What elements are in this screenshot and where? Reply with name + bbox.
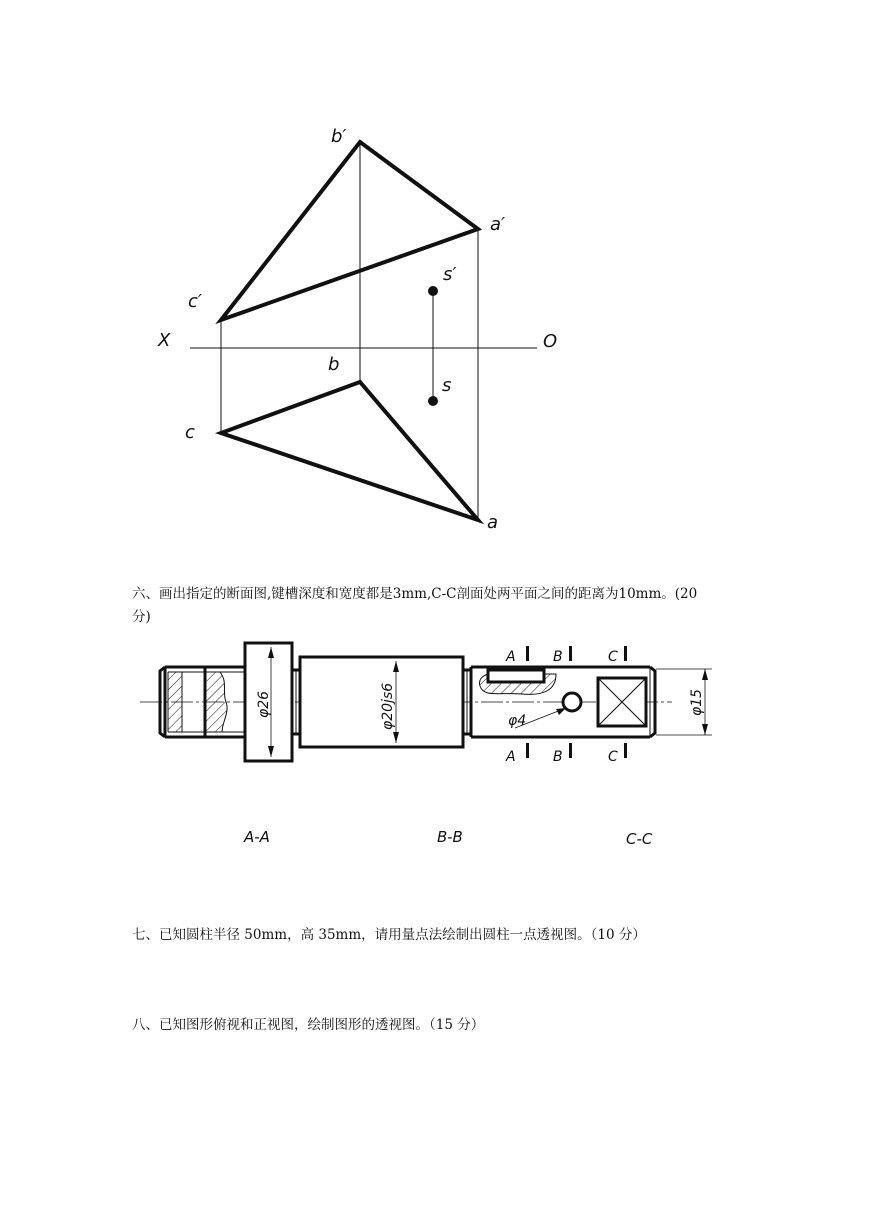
cut-marker-a-top [526,646,529,661]
cut-marker-c-bottom [624,743,627,758]
label-s: s [442,375,452,396]
label-s-prime: s′ [443,264,457,285]
question-eight: 八、已知图形俯视和正视图，绘制图形的透视图。（15 分） [132,1017,485,1033]
point-s-prime [428,286,438,296]
label-c-bottom: C [608,749,618,765]
shaft-diagram [0,630,869,870]
dim-phi26: φ26 [256,690,272,718]
point-s [428,396,438,406]
label-a-prime: a′ [490,214,506,235]
cut-marker-a-bottom [526,743,529,758]
label-x-axis: X [158,330,171,351]
label-a-bottom: A [506,749,516,765]
label-b: b [328,354,340,375]
dim-phi20js6: φ20js6 [380,682,396,730]
cut-marker-b-top [569,646,572,661]
label-a: a [487,512,499,533]
section-title-aa: A-A [244,828,270,846]
top-view-triangle [221,382,478,520]
label-b-prime: b′ [331,126,347,147]
keyway [488,670,544,682]
label-c-prime: c′ [188,291,202,312]
projection-diagram [0,0,869,560]
question-six-line1: 六、画出指定的断面图,键槽深度和宽度都是3mm,C-C剖面处两平面之间的距离为10mm。(20 [132,586,698,602]
section-title-cc: C-C [626,830,653,848]
cut-marker-b-bottom [569,743,572,758]
front-view-triangle [221,142,478,320]
question-six-line2: 分) [132,609,151,625]
label-a-top: A [506,649,516,665]
section-title-bb: B-B [437,828,463,846]
question-seven: 七、已知圆柱半径 50mm，高 35mm，请用量点法绘制出圆柱一点透视图。（10 分） [132,927,646,943]
label-c: c [185,422,195,443]
label-c-top: C [608,649,618,665]
cut-marker-c-top [624,646,627,661]
label-b-top: B [553,649,563,665]
label-o-axis: O [543,331,558,352]
dim-phi15: φ15 [689,688,705,716]
label-b-bottom: B [553,749,563,765]
dim-phi4: φ4 [508,713,527,729]
